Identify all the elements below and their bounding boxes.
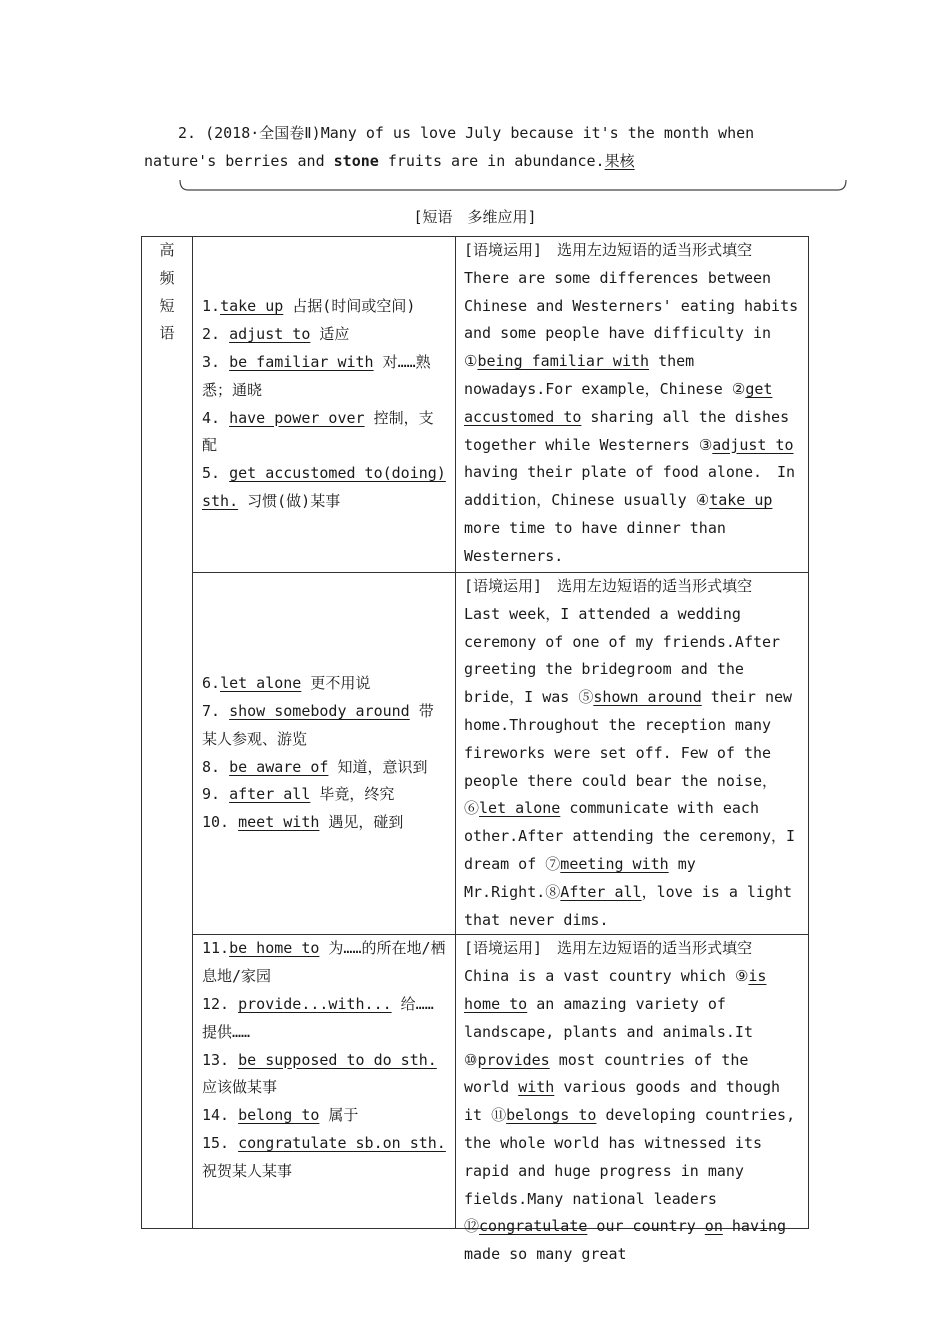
phrase-number: 5.: [202, 464, 230, 483]
phrase-english: meet with: [238, 813, 320, 832]
phrase-item: [202, 698, 447, 754]
question: [144, 119, 784, 175]
blank-marker: ②: [731, 379, 746, 398]
phrase-english: be supposed to do sth.: [238, 1050, 437, 1069]
blank-answer: shown around: [593, 688, 702, 707]
phrase-chinese: 控制，支配: [202, 408, 434, 455]
blank-answer: meeting with: [560, 854, 669, 873]
question-text: nature's berries and: [144, 152, 334, 170]
phrase-item: [202, 321, 447, 349]
phrase-chinese: 习惯(做)某事: [238, 491, 341, 510]
phrase-item: [202, 405, 447, 461]
phrase-item: [202, 809, 447, 837]
passage: [464, 601, 802, 935]
phrase-chinese: 为……的所在地/栖息地/家园: [202, 939, 446, 986]
phrase-english: congratulate sb.on sth.: [238, 1133, 446, 1152]
phrase-chinese: 占据(时间或空间): [283, 297, 416, 316]
passage-text: There are some differences between Chinese and Westerners' eating habits and some people have difficulty in: [464, 268, 799, 343]
phrase-english: get accustomed to(doing) sth.: [202, 464, 446, 510]
phrase-number: 1.: [202, 297, 221, 316]
phrase-item: [202, 1102, 447, 1130]
bracket-line: [178, 180, 848, 194]
blank-answer: with: [518, 1078, 555, 1097]
context-header: [语境运用] 选用左边短语的适当形式填空: [464, 939, 753, 958]
word-note: 果核: [604, 152, 635, 170]
blank-answer: on: [704, 1217, 723, 1236]
phrase-cell: [193, 935, 456, 1229]
passage: [464, 963, 802, 1269]
phrase-item: [202, 781, 447, 809]
passage-text: my Mr.Right.: [464, 854, 696, 901]
blank-marker: ④: [695, 491, 710, 510]
phrase-item: [202, 349, 447, 405]
side-char: 语: [159, 324, 175, 343]
blank-answer: let alone: [479, 799, 561, 818]
phrase-chinese: 应该做某事: [202, 1078, 278, 1097]
phrase-chinese: 属于: [319, 1106, 359, 1125]
passage-text: having their plate of food alone. In addition，Chinese usually: [464, 463, 796, 510]
phrase-chinese: 给……提供……: [202, 994, 434, 1041]
passage-text: China is a vast country which: [464, 967, 735, 986]
phrase-number: 11.: [202, 939, 230, 958]
blank-answer: belongs to: [506, 1106, 597, 1125]
blank-answer: being familiar with: [477, 352, 650, 371]
context-header: [语境运用] 选用左边短语的适当形式填空: [464, 241, 753, 259]
blank-answer: adjust to: [712, 435, 794, 454]
section-title: [短语 多维应用]: [413, 208, 537, 226]
passage-text: sharing all the dishes together while Westerners: [464, 407, 790, 454]
phrase-number: 13.: [202, 1050, 239, 1069]
phrase-english: belong to: [238, 1106, 320, 1125]
phrase-chinese: 更不用说: [301, 674, 371, 693]
phrase-chinese: 对……熟悉；通晓: [202, 352, 431, 399]
blank-answer: take up: [709, 491, 773, 510]
passage-text: having made so many great: [464, 1217, 787, 1264]
phrase-item: [202, 754, 447, 782]
phrase-english: be familiar with: [229, 352, 374, 371]
blank-answer: get accustomed to: [464, 379, 773, 426]
phrase-chinese: 遇见，碰到: [319, 813, 404, 832]
phrase-english: show somebody around: [229, 702, 410, 721]
passage-text: most countries of the world: [464, 1050, 749, 1097]
phrase-english: take up: [220, 297, 284, 316]
blank-answer: congratulate: [479, 1217, 588, 1236]
passage-text: Last week，I attended a wedding ceremony of one of my friends.After greeting the bridegroom and the bride，I was: [464, 604, 781, 707]
passage-text: our country: [587, 1217, 705, 1236]
phrase-chinese: 知道，意识到: [328, 757, 428, 776]
phrase-number: 8.: [202, 757, 230, 776]
side-label: [142, 237, 193, 1229]
phrase-number: 12.: [202, 994, 239, 1013]
phrase-cell: [193, 237, 456, 573]
passage: [464, 265, 802, 571]
phrase-number: 2.: [202, 325, 230, 344]
passage-text: ，love is a light that never dims.: [464, 882, 793, 929]
blank-marker: ⑪: [491, 1106, 507, 1125]
context-cell: [456, 935, 809, 1264]
phrase-english: provide...with...: [238, 994, 392, 1013]
phrase-number: 10.: [202, 813, 239, 832]
context-cell: [456, 237, 809, 573]
question-line-2: [144, 147, 784, 175]
phrase-english: be aware of: [229, 757, 329, 776]
phrase-item: [202, 670, 447, 698]
phrase-table: [141, 236, 809, 1264]
phrase-english: adjust to: [229, 325, 311, 344]
phrase-chinese: 祝贺某人某事: [202, 1161, 293, 1180]
phrase-item: [202, 1130, 447, 1186]
question-text: fruits are in abundance.: [378, 152, 605, 170]
blank-marker: ⑦: [545, 854, 561, 873]
blank-marker: ⑫: [464, 1217, 480, 1236]
blank-marker: ⑨: [734, 967, 749, 986]
blank-marker: ⑧: [545, 882, 561, 901]
phrase-chinese: 适应: [310, 325, 350, 344]
phrase-item: [202, 1047, 447, 1103]
phrase-number: 15.: [202, 1133, 239, 1152]
passage-text: communicate with each other.After attending the ceremony，I dream of: [464, 799, 796, 873]
side-char: 高: [159, 241, 175, 259]
bold-word: stone: [333, 152, 379, 170]
phrase-number: 14.: [202, 1106, 239, 1125]
context-header: [语境运用] 选用左边短语的适当形式填空: [464, 577, 753, 595]
phrase-english: after all: [229, 785, 311, 804]
phrase-english: have power over: [229, 408, 365, 427]
passage-text: more time to have dinner than Westerners.: [464, 518, 726, 565]
question-line-1: 2. (2018·全国卷Ⅱ)Many of us love July because it's the month when: [178, 124, 755, 142]
phrase-number: 4.: [202, 408, 230, 427]
phrase-english: let alone: [220, 674, 302, 693]
blank-marker: ⑤: [578, 688, 594, 707]
phrase-chinese: 带某人参观、游览: [202, 702, 434, 748]
blank-answer: provides: [477, 1050, 550, 1069]
blank-marker: ①: [464, 352, 478, 371]
blank-marker: ③: [698, 435, 713, 454]
phrase-english: be home to: [229, 939, 320, 958]
passage-text: them nowadays.For example，Chinese: [464, 352, 732, 398]
phrase-number: 6.: [202, 674, 221, 693]
side-char: 频: [159, 268, 175, 287]
blank-answer: is home to: [464, 967, 767, 1013]
phrase-item: [202, 991, 447, 1047]
blank-answer: After all: [560, 882, 642, 901]
phrase-cell: [193, 573, 456, 935]
passage-text: developing countries, the whole world has witnessed its rapid and huge progress in many fields.Many national leaders: [464, 1106, 796, 1208]
phrase-number: 3.: [202, 352, 230, 371]
phrase-chinese: 毕竟，终究: [310, 785, 395, 804]
passage-text: their new home.Throughout the reception many fireworks were set off. Few of the people there could bear the noise，: [464, 688, 793, 790]
blank-marker: ⑥: [464, 799, 480, 818]
phrase-item: [202, 935, 447, 991]
phrase-number: 9.: [202, 785, 230, 804]
blank-marker: ⑩: [464, 1050, 478, 1069]
passage-text: various goods and though it: [464, 1078, 781, 1125]
context-cell: [456, 573, 809, 935]
phrase-item: [202, 460, 447, 516]
phrase-number: 7.: [202, 702, 230, 721]
phrase-item: [202, 293, 447, 321]
passage-text: an amazing variety of landscape, plants and animals.It: [464, 994, 753, 1041]
side-char: 短: [159, 296, 175, 315]
